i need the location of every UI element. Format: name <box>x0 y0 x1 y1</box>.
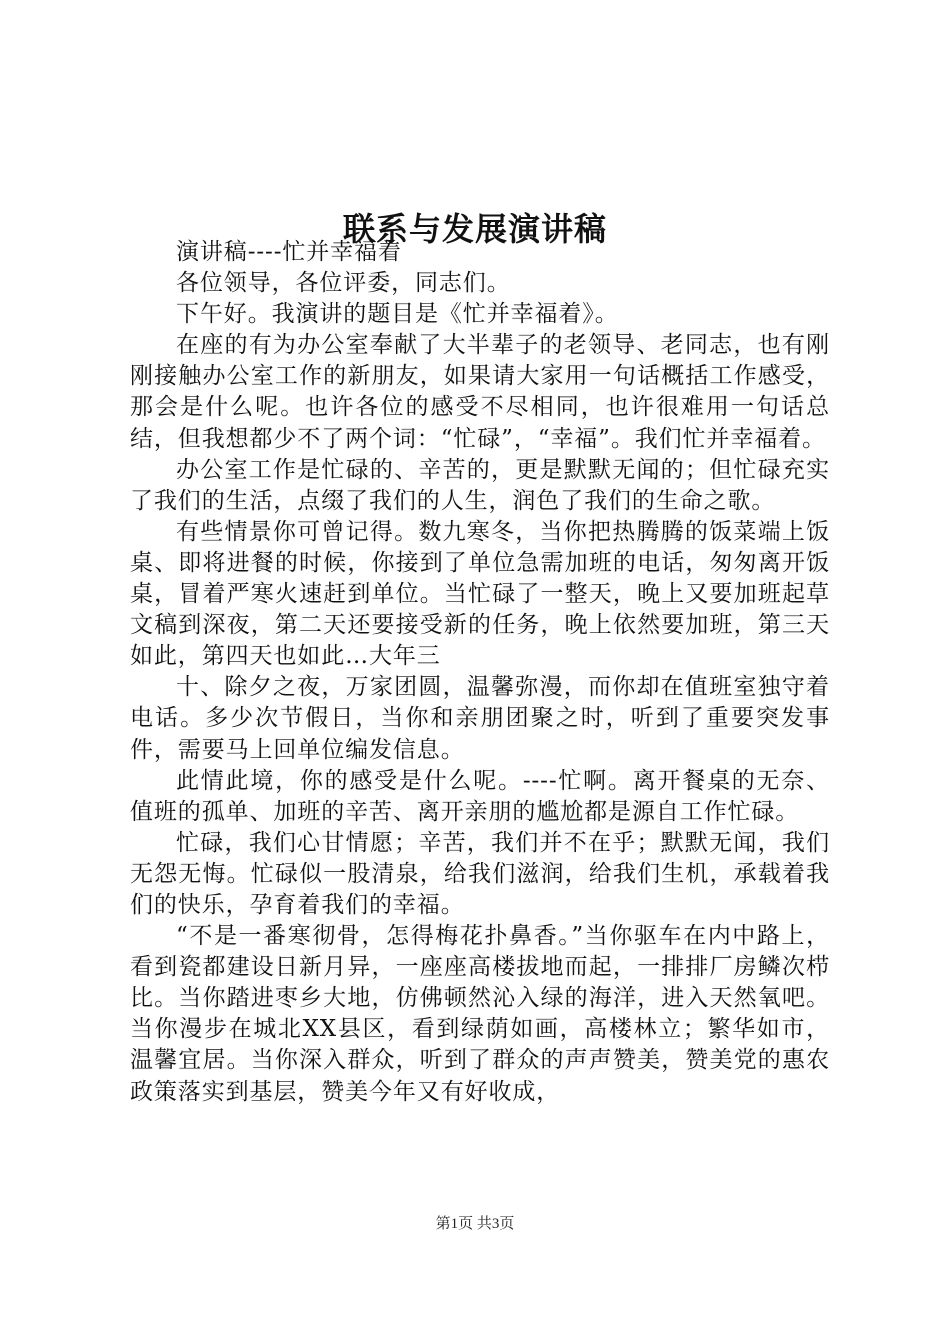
page-footer: 第1页 共3页 <box>435 1216 515 1232</box>
paragraph: 办公室工作是忙碌的、辛苦的，更是默默无闻的；但忙碌充实了我们的生活，点缀了我们的人生，润色了我们的生命之歌。 <box>130 456 830 514</box>
paragraph: 在座的有为办公室奉献了大半辈子的老领导、老同志，也有刚刚接触办公室工作的新朋友，如果请大家用一句话概括工作感受，那会是什么呢。也许各位的感受不尽相同，也许很难用一句话总结，但我想都少不了两个词：“忙碌”，“幸福”。我们忙并幸福着。 <box>130 332 830 452</box>
paragraph: 各位领导，各位评委，同志们。 <box>176 270 511 297</box>
paragraph: 忙碌，我们心甘情愿；辛苦，我们并不在乎；默默无闻，我们无怨无悔。忙碌似一股清泉，给我们滋润，给我们生机，承载着我们的快乐，孕育着我们的幸福。 <box>130 829 830 918</box>
document-title: 联系与发展演讲稿 <box>342 210 607 249</box>
paragraph: 十、除夕之夜，万家团圆，温馨弥漫，而你却在值班室独守着电话。多少次节假日，当你和亲朋团聚之时，听到了重要突发事件，需要马上回单位编发信息。 <box>130 674 830 763</box>
paragraph: 演讲稿----忙并幸福着 <box>176 239 402 265</box>
paragraph: “不是一番寒彻骨，怎得梅花扑鼻香。”当你驱车在内中路上，看到瓷都建设日新月异，一座座高楼拔地而起，一排排厂房鳞次栉比。当你踏进枣乡大地，仿佛顿然沁入绿的海洋，进入天然氧吧。当你漫步在城北XX县区，看到绿荫如画，高楼林立；繁华如市，温馨宜居。当你深入群众，听到了群众的声声赞美，赞美党的惠农政策落实到基层，赞美今年又有好收成， <box>130 923 830 1105</box>
paragraph: 此情此境，你的感受是什么呢。----忙啊。离开餐桌的无奈、值班的孤单、加班的辛苦、离开亲朋的尴尬都是源自工作忙碌。 <box>130 767 830 825</box>
paragraph: 有些情景你可曾记得。数九寒冬，当你把热腾腾的饭菜端上饭桌、即将进餐的时候，你接到了单位急需加班的电话，匆匆离开饭桌，冒着严寒火速赶到单位。当忙碌了一整天，晚上又要加班起草文稿到深夜，第二天还要接受新的任务，晚上依然要加班，第三天如此，第四天也如此…大年三 <box>130 518 830 670</box>
paragraph: 下午好。我演讲的题目是《忙并幸福着》。 <box>176 301 619 328</box>
document-body <box>130 237 830 1108</box>
